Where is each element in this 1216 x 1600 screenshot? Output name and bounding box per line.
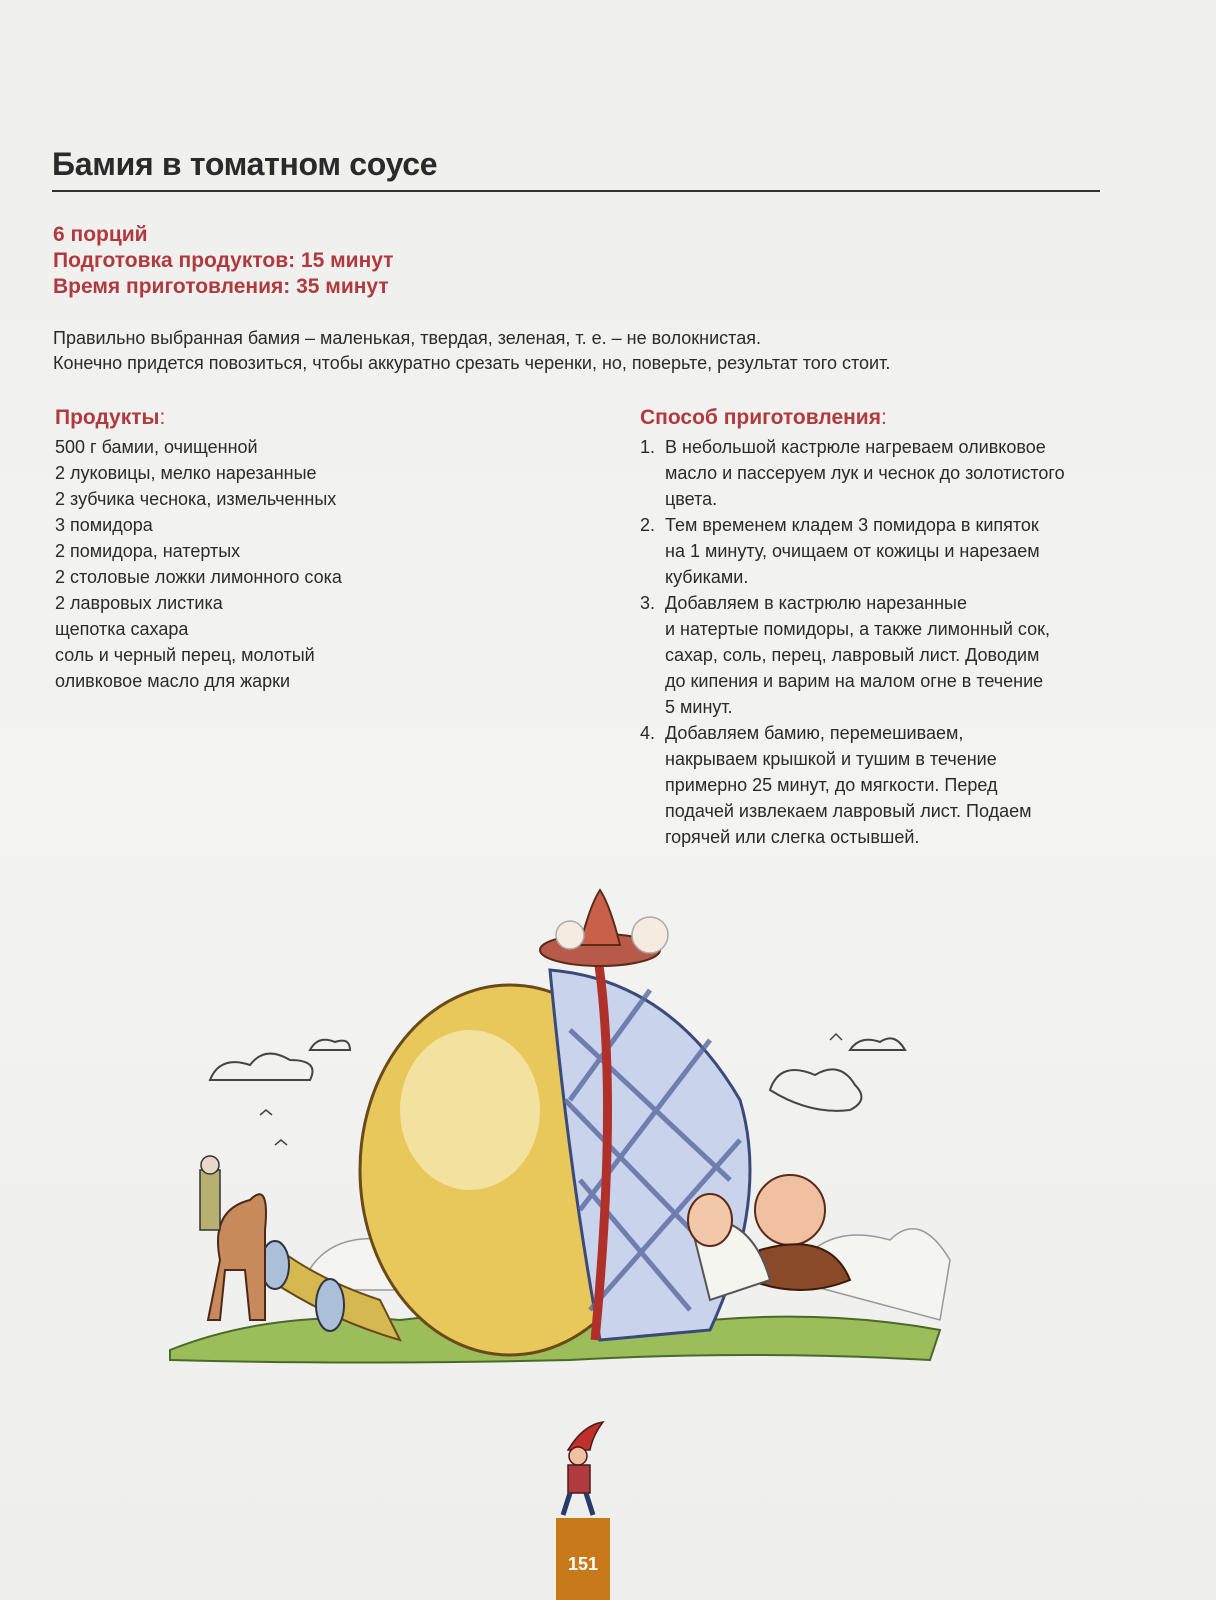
step-number: 4. bbox=[640, 723, 656, 743]
ingredient-item: 2 луковицы, мелко нарезанные bbox=[55, 463, 317, 483]
step-line: В небольшой кастрюле нагреваем оливковое bbox=[665, 437, 1046, 457]
step-number: 3. bbox=[640, 593, 656, 613]
step-line: подачей извлекаем лавровый лист. Подаем bbox=[665, 801, 1032, 821]
sleeping-face bbox=[755, 1175, 825, 1245]
method-section bbox=[640, 406, 1120, 850]
okra-illustration bbox=[150, 880, 990, 1400]
ingredient-item: 2 столовые ложки лимонного сока bbox=[55, 567, 342, 587]
step-line: сахар, соль, перец, лавровый лист. Доводим bbox=[665, 645, 1040, 665]
boot bbox=[316, 1279, 344, 1331]
method-step bbox=[640, 720, 1120, 850]
method-step bbox=[640, 434, 1120, 512]
bird bbox=[275, 1140, 287, 1145]
page-number: 151 bbox=[567, 1554, 599, 1574]
ingredient-item: 500 г бамии, очищенной bbox=[55, 437, 258, 457]
step-line: на 1 минуту, очищаем от кожицы и нарезаем bbox=[665, 541, 1040, 561]
step-line: примерно 25 минут, до мягкости. Перед bbox=[665, 775, 998, 795]
method-steps bbox=[640, 434, 1120, 850]
step-number: 1. bbox=[640, 437, 656, 457]
step-line: до кипения и варим на малом огне в течение bbox=[665, 671, 1044, 691]
cloud bbox=[850, 1038, 905, 1050]
ingredients-heading: Продукты: bbox=[55, 406, 166, 429]
step-line: горячей или слегка остывшей. bbox=[665, 827, 920, 847]
knight-head bbox=[201, 1156, 219, 1174]
recipe-meta bbox=[53, 222, 393, 300]
step-line: Тем временем кладем 3 помидора в кипяток bbox=[665, 515, 1039, 535]
cook-time: Время приготовления: 35 минут bbox=[53, 275, 389, 298]
ingredient-item: 2 лавровых листика bbox=[55, 593, 223, 613]
bird bbox=[260, 1110, 272, 1115]
ingredient-item: оливковое масло для жарки bbox=[55, 671, 291, 691]
step-line: масло и пассеруем лук и чеснок до золотистого bbox=[665, 463, 1065, 483]
bird bbox=[830, 1034, 842, 1040]
ingredients-list bbox=[55, 434, 575, 694]
ingredients-section bbox=[55, 406, 575, 694]
step-line: 5 минут. bbox=[665, 697, 733, 717]
step-line: Добавляем в кастрюлю нарезанные bbox=[665, 593, 967, 613]
ingredient-item: 2 зубчика чеснока, измельченных bbox=[55, 489, 337, 509]
cloud bbox=[310, 1040, 350, 1050]
method-heading: Способ приготовления: bbox=[640, 406, 887, 429]
method-step bbox=[640, 512, 1120, 590]
hat-feather bbox=[632, 917, 668, 953]
step-line: и натертые помидоры, а также лимонный сок, bbox=[665, 619, 1051, 639]
step-line: накрываем крышкой и тушим в течение bbox=[665, 749, 997, 769]
gnome-hat bbox=[568, 1422, 603, 1450]
ingredient-item: соль и черный перец, молотый bbox=[55, 645, 315, 665]
intro-text bbox=[53, 326, 1113, 376]
okra-highlight bbox=[400, 1030, 540, 1190]
method-step bbox=[640, 590, 1120, 720]
hat-top bbox=[580, 890, 620, 945]
step-line: кубиками. bbox=[665, 567, 749, 587]
gnome-illustration bbox=[548, 1420, 618, 1520]
prep-time: Подготовка продуктов: 15 минут bbox=[53, 249, 394, 272]
step-line: цвета. bbox=[665, 489, 718, 509]
step-number: 2. bbox=[640, 515, 656, 535]
cloud bbox=[210, 1054, 313, 1080]
ingredient-item: 2 помидора, натертых bbox=[55, 541, 241, 561]
ingredient-item: 3 помидора bbox=[55, 515, 153, 535]
title-bar bbox=[52, 142, 1100, 192]
servings: 6 порций bbox=[53, 223, 148, 246]
intro-line: Конечно придется повозиться, чтобы аккуратно срезать черенки, но, поверьте, результат того стоит. bbox=[53, 353, 891, 373]
gnome-legs bbox=[563, 1493, 593, 1515]
hands bbox=[688, 1194, 732, 1246]
gnome-body bbox=[568, 1465, 590, 1493]
cloud bbox=[770, 1069, 861, 1110]
ingredient-item: щепотка сахара bbox=[55, 619, 189, 639]
step-line: Добавляем бамию, перемешиваем, bbox=[665, 723, 964, 743]
gnome-face bbox=[569, 1447, 587, 1465]
intro-line: Правильно выбранная бамия – маленькая, твердая, зеленая, т. е. – не волокнистая. bbox=[53, 328, 761, 348]
knight bbox=[200, 1170, 220, 1230]
hat-feather bbox=[556, 921, 584, 949]
page-title: Бамия в томатном соусе bbox=[52, 146, 438, 182]
